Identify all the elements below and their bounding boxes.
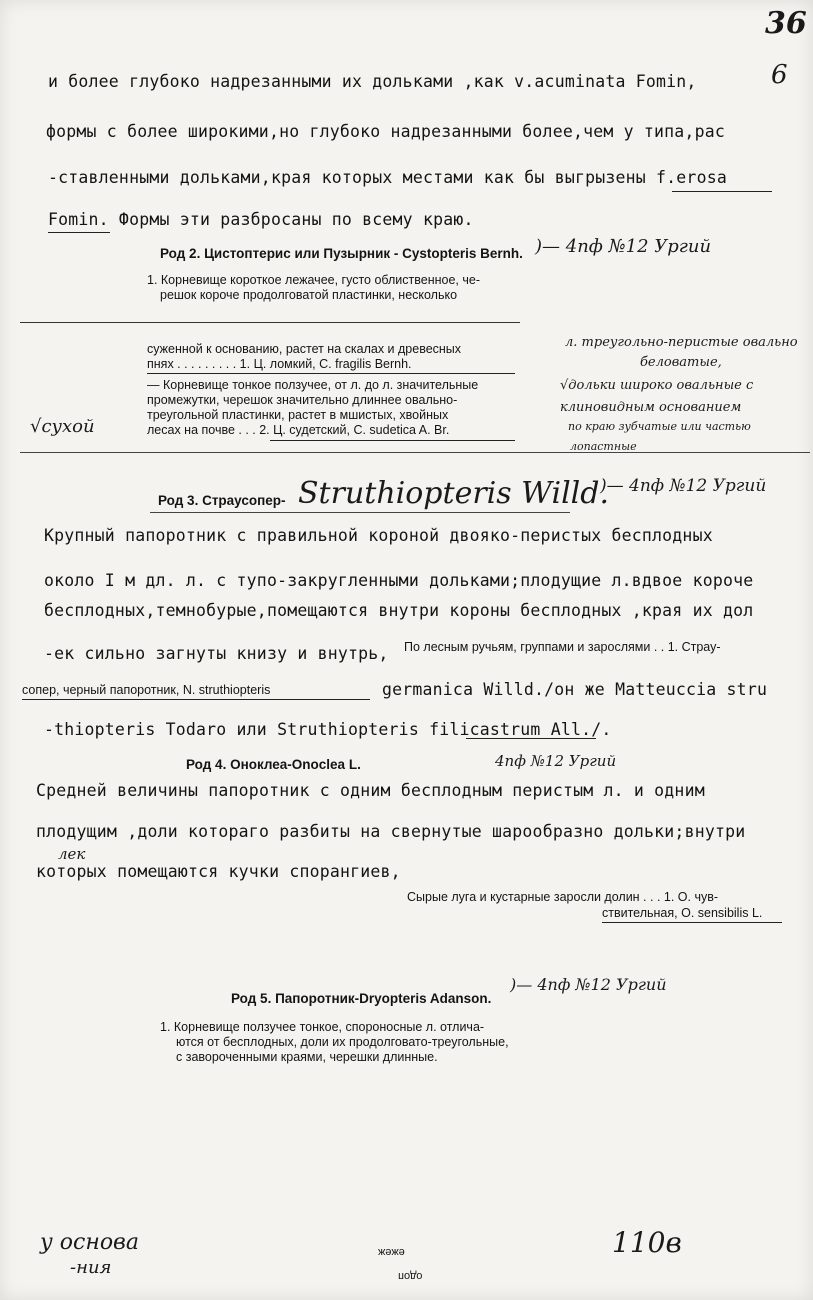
rod2-hand-note: )— 4пф №12 Ургий: [535, 236, 712, 257]
underline-sudetica: [270, 440, 515, 441]
bottom-left-note-1: у основа: [40, 1230, 139, 1255]
rod3-line-6: -thiopteris Todaro или Struthiopteris filicastrum All./.: [44, 720, 612, 739]
rod4-line-1: Средней величины папоротник с одним бесплодным перистым л. и одним: [36, 781, 705, 800]
rod4-heading: Род 4. Оноклеа-Onoclea L.: [186, 757, 361, 772]
rod5-key-2: ются от бесплодных, доли их продолговато-треугольные,: [176, 1035, 509, 1049]
rod3-hand-note: )— 4пф №12 Ургий: [600, 476, 767, 496]
rod2-note-l1: л. треугольно-перистые овально: [565, 335, 798, 350]
bottom-left-note-2: -ния: [70, 1257, 112, 1278]
rod2-note-l3: √дольки широко овальные с: [560, 378, 754, 393]
underline-fomin: [48, 232, 110, 233]
rod2-key-2b: пнях . . . . . . . . . 1. Ц. ломкий, C. fragilis Bernh.: [147, 357, 412, 371]
rod3-line-4: -ек сильно загнуты книзу и внутрь,: [44, 644, 389, 663]
typed-line-3: -ставленными дольками,края которых местами как бы выгрызены f.erosa: [48, 168, 727, 187]
underline-filicastrum: [466, 738, 596, 739]
rod3-heading: Род 3. Страусопер-: [158, 493, 286, 508]
rod5-key-1: 1. Корневище ползучее тонкое, спороносные л. отлича-: [160, 1020, 485, 1034]
rod4-line-3: которых помещаются кучки спорангиев,: [36, 862, 401, 881]
rod2-key-3d: лесах на почве . . . 2. Ц. судетский, C. sudetica A. Br.: [147, 423, 450, 437]
rod2-note-l6: лопастные: [570, 440, 637, 453]
rod3-line-2: около I м дл. л. с тупо-закругленными дольками;плодущие л.вдвое короче: [44, 571, 754, 590]
bottom-page-note: 110в: [612, 1226, 682, 1259]
rod2-left-note: √сухой: [30, 416, 95, 437]
page-number-top: 36: [765, 6, 807, 41]
rod5-hand-note: )— 4пф №12 Ургий: [510, 975, 667, 994]
rod2-key-2a: суженной к основанию, растет на скалах и древесных: [147, 342, 462, 356]
rod2-key-3b: промежутки, черешок значительно длиннее овально-: [147, 393, 458, 407]
rod3-print-underline: [22, 699, 370, 700]
rod2-rule: [147, 373, 515, 374]
typed-line-2: формы с более широкими,но глубоко надрезанными более,чем у типа,рас: [46, 122, 725, 141]
paste-edge-bottom: [20, 452, 810, 453]
rod4-print-2: ствительная, O. sensibilis L.: [602, 906, 763, 920]
typed-line-4: Fomin. Формы эти разбросаны по всему краю.: [48, 210, 474, 229]
rod4-hand-note: 4пф №12 Ургий: [495, 752, 617, 770]
typed-line-1: и более глубоко надрезанными их дольками ,как v.acuminata Fomin,: [48, 72, 697, 91]
rod2-key-3c: треугольной пластинки, растет в мшистых, хвойных: [147, 408, 449, 422]
rod3-strip-edge: [150, 512, 570, 513]
rod3-print-5: сопер, черный папоротник, N. struthiopteris: [22, 683, 271, 697]
rod4-print-1: Сырые луга и кустарные заросли долин . . . 1. О. чув-: [407, 890, 719, 904]
rod3-line-5: germanica Willd./он же Matteuccia stru: [382, 680, 768, 699]
page-number-side: 6: [771, 60, 788, 90]
rod4-hand-insert: лек: [58, 845, 86, 863]
rod5-heading: Род 5. Папоротник-Dryopteris Adanson.: [231, 991, 492, 1006]
rod2-note-l2: беловатые,: [640, 355, 722, 370]
rod3-line-1: Крупный папоротник с правильной короной двояко-перистых бесплодных: [44, 526, 713, 545]
rod3-hand-title: Struthiopteris Willd.: [298, 476, 610, 511]
rod5-key-3: с завороченными краями, черешки длинные.: [176, 1050, 438, 1064]
rod2-note-l4: клиновидным основанием: [560, 400, 742, 415]
rod2-key-1a: 1. Корневище короткое лежачее, густо облиственное, че-: [147, 273, 481, 287]
rod3-line-3: бесплодных,темнобурые,помещаются внутри короны бесплодных ,края их дол: [44, 601, 754, 620]
bottom-fragment-2: одоп: [398, 1270, 423, 1282]
rod2-note-l5: по краю зубчатые или частью: [568, 420, 751, 433]
paste-edge-top: [20, 322, 520, 323]
rod2-heading: Род 2. Цистоптерис или Пузырник - Cystopteris Bernh.: [160, 246, 523, 261]
rod3-print-4: По лесным ручьям, группами и зарослями . . 1. Страу-: [404, 640, 721, 654]
rod4-print-underline: [602, 922, 782, 923]
underline-erosa: [672, 191, 772, 192]
rod2-key-1b: решок короче продолговатой пластинки, несколько: [160, 288, 458, 302]
rod4-line-2: плодущим ,доли котораго разбиты на свернутые шарообразно дольки;внутри: [36, 822, 746, 841]
bottom-fragment-1: ежеж: [378, 1246, 405, 1258]
rod2-key-3a: — Корневище тонкое ползучее, от л. до л. значительные: [147, 378, 479, 392]
